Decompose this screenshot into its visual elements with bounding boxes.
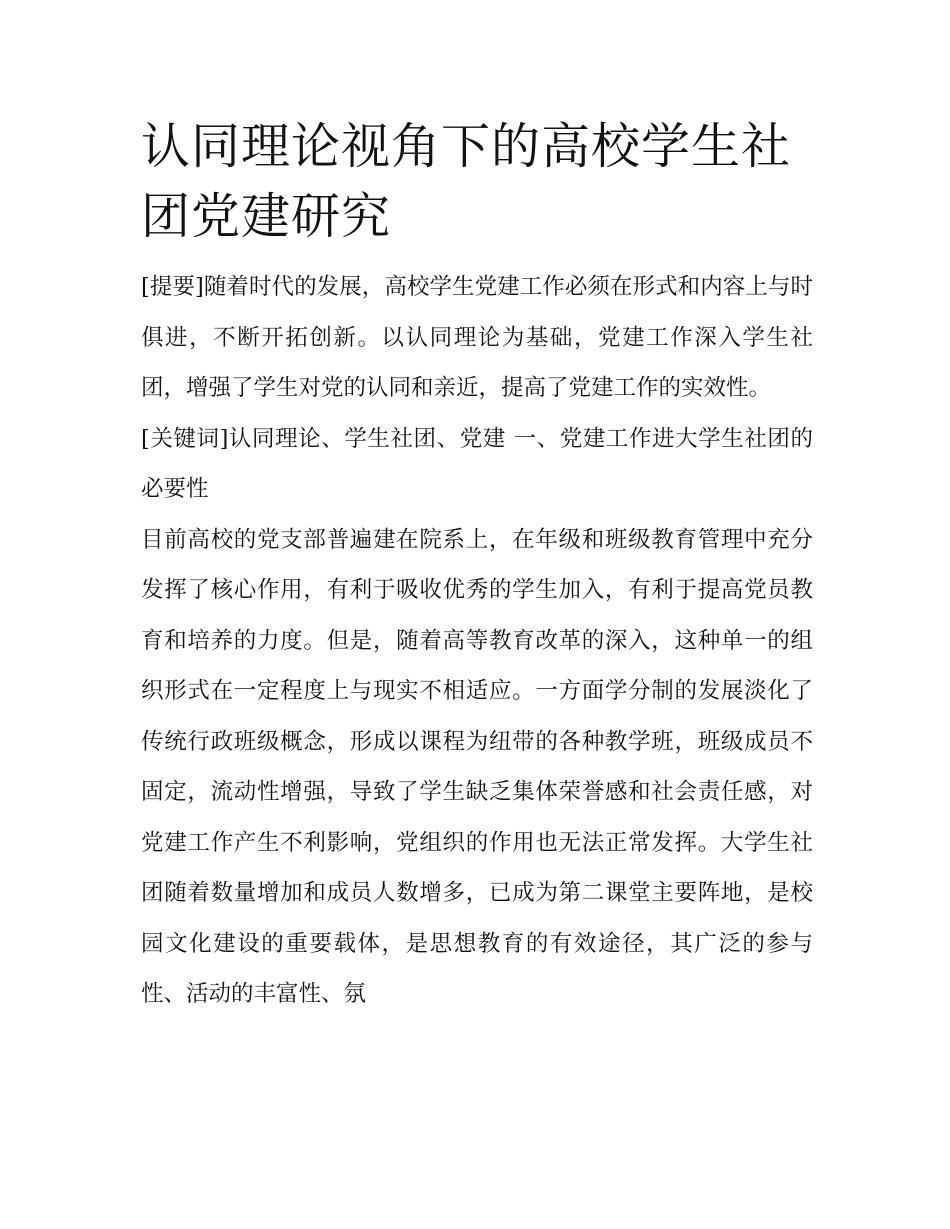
- abstract-paragraph: [提要]随着时代的发展，高校学生党建工作必须在形式和内容上与时俱进，不断开拓创新。以认同理论为基础，党建工作深入学生社团，增强了学生对党的认同和亲近，提高了党建工作的实效性。: [141, 274, 813, 401]
- document-body: [141, 262, 813, 1020]
- keywords-paragraph: [关键词]认同理论、学生社团、党建 一、党建工作进大学生社团的必要性: [141, 425, 813, 502]
- body-paragraph: 目前高校的党支部普遍建在院系上，在年级和班级教育管理中充分发挥了核心作用，有利于吸收优秀的学生加入，有利于提高党员教育和培养的力度。但是，随着高等教育改革的深入，这种单一的组织形式在一定程度上与现实不相适应。一方面学分制的发展淡化了传统行政班级概念，形成以课程为纽带的各种教学班，班级成员不固定，流动性增强，导致了学生缺乏集体荣誉感和社会责任感，对党建工作产生不利影响，党组织的作用也无法正常发挥。大学生社团随着数量增加和成员人数增多，已成为第二课堂主要阵地，是校园文化建设的重要载体，是思想教育的有效途径，其广泛的参与性、活动的丰富性、氛: [141, 526, 813, 1007]
- document-title: 认同理论视角下的高校学生社团党建研究: [141, 118, 792, 245]
- document-page: [141, 112, 813, 1020]
